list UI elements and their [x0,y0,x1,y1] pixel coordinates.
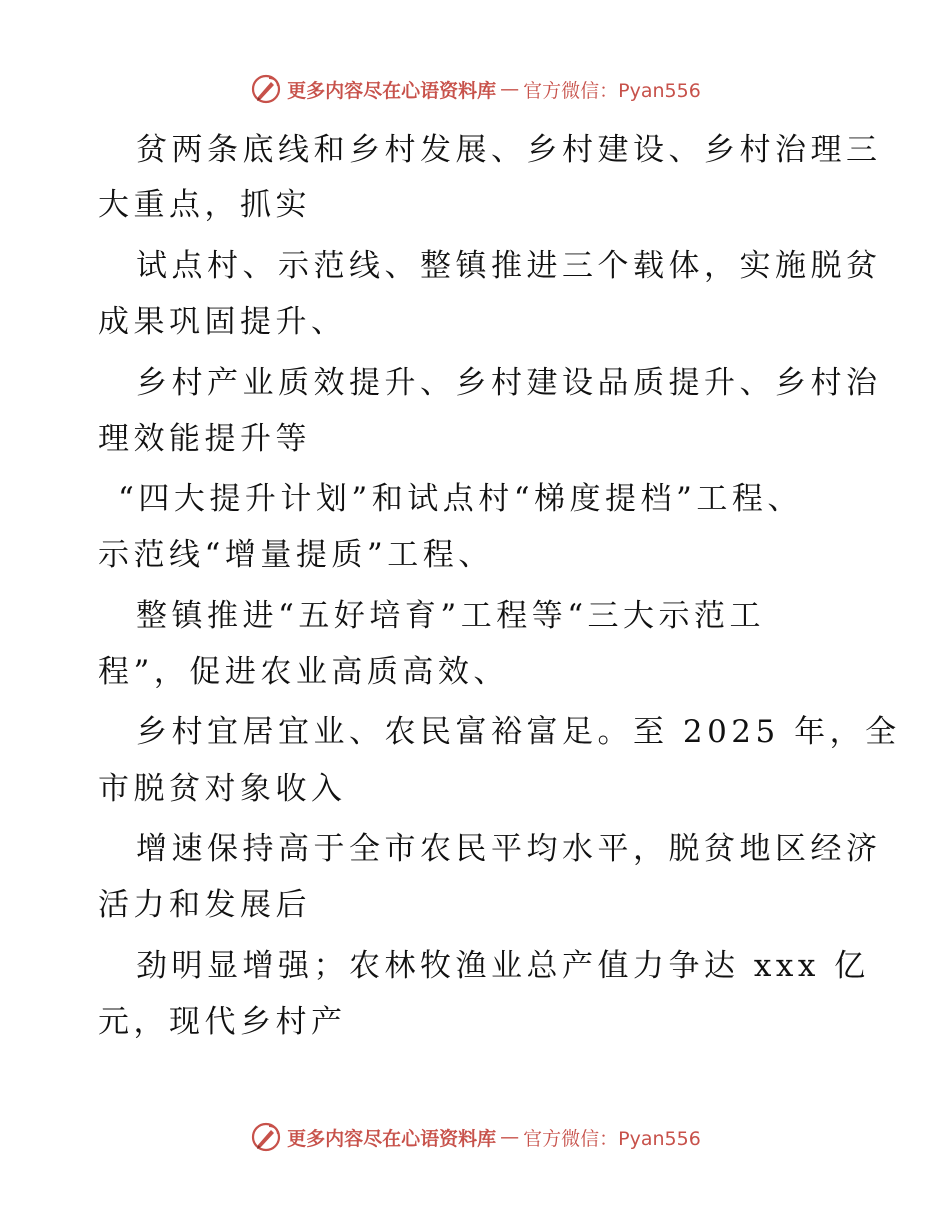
pen-circle-logo-icon [249,72,283,106]
text-line: 元，现代乡村产 [98,1004,347,1040]
text-line: “四大提升计划”和试点村“梯度提档”工程、 [118,481,803,517]
header-watermark [0,72,950,106]
watermark-dash: — [500,1126,520,1148]
text-line: 整镇推进“五好培育”工程等“三大示范工 [136,598,766,634]
text-line: 程”，促进农业高质高效、 [98,654,509,690]
text-line: 试点村、示范线、整镇推进三个载体，实施脱贫 [136,248,882,284]
text-line: 示范线“增量提质”工程、 [98,537,494,573]
watermark-contact: 官方微信：Pyan556 [523,1127,701,1150]
watermark-title: 更多内容尽在心语资料库 [287,1127,497,1150]
pen-circle-logo-icon [249,1120,283,1154]
text-line: 理效能提升等 [98,421,311,457]
text-line: 大重点，抓实 [98,187,311,223]
text-line: 乡村产业质效提升、乡村建设品质提升、乡村治 [136,365,882,401]
text-line: 贫两条底线和乡村发展、乡村建设、乡村治理三 [136,132,882,168]
text-line: 活力和发展后 [98,887,311,923]
text-line: 劲明显增强；农林牧渔业总产值力争达 xxx 亿 [136,948,870,984]
text-line: 乡村宜居宜业、农民富裕富足。至 2025 年，全 [136,714,901,750]
text-line: 成果巩固提升、 [98,304,347,340]
text-line: 市脱贫对象收入 [98,771,347,807]
text-line: 增速保持高于全市农民平均水平，脱贫地区经济 [136,831,882,867]
footer-watermark [0,1120,950,1154]
watermark-title: 更多内容尽在心语资料库 [287,79,497,102]
watermark-dash: — [500,78,520,100]
watermark-contact: 官方微信：Pyan556 [523,79,701,102]
